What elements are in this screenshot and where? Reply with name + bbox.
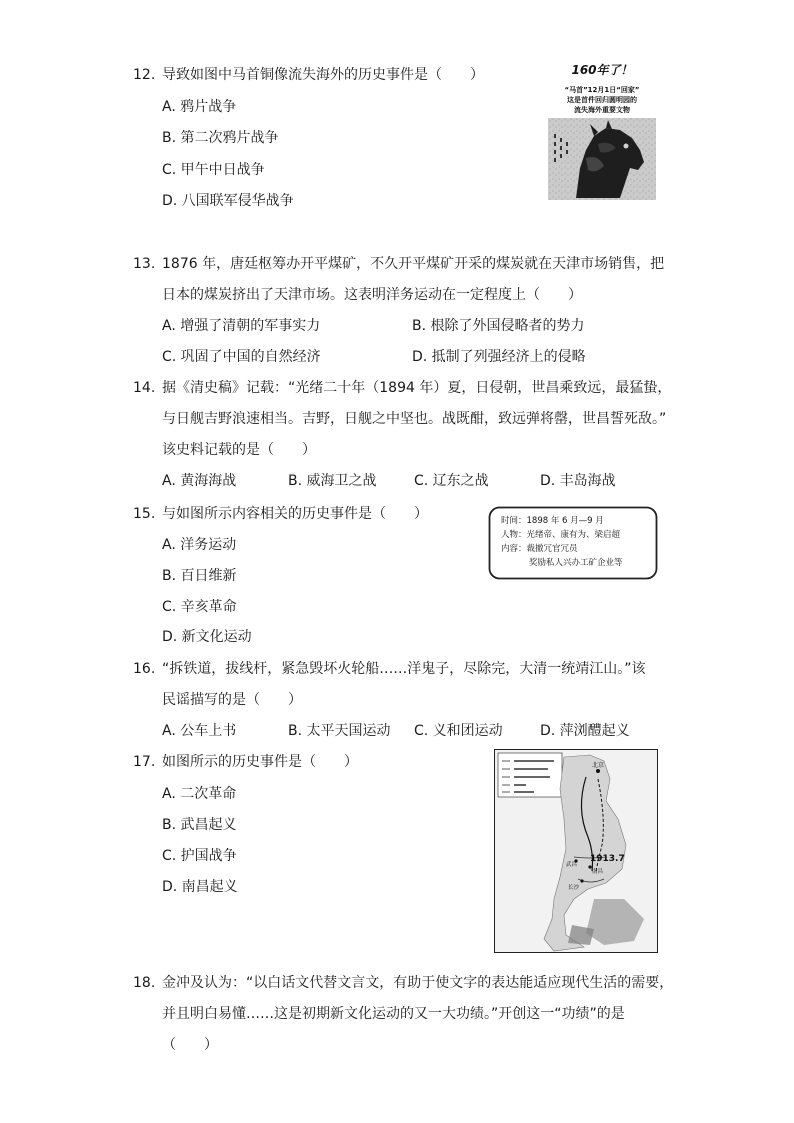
question-12-stem: 导致如图中马首铜像流失海外的历史事件是（ ） — [162, 67, 484, 83]
horse-figure-caption-1: “马首”12月1日“回家” — [564, 86, 640, 94]
map-label-nanchang: 南昌 — [592, 869, 604, 875]
map-date-label: 1913.7 — [590, 854, 625, 864]
question-17-stem: 如图所示的历史事件是（ ） — [162, 754, 358, 770]
map-label-changsha: 长沙 — [568, 885, 580, 891]
q13-option-c: C. 巩固了中国的自然经济 — [162, 349, 321, 365]
question-14-number: 14. — [133, 380, 156, 396]
q17-option-b: B. 武昌起义 — [162, 817, 237, 833]
question-13-stem-line-1: 1876 年，唐廷枢筹办开平煤矿，不久开平煤矿开采的煤炭就在天津市场销售，把 — [162, 256, 665, 272]
map-legend — [498, 753, 562, 797]
q15-option-b: B. 百日维新 — [162, 568, 237, 584]
q16-option-d: D. 萍浏醴起义 — [540, 723, 630, 739]
horse-figure-caption-2: 这是首件回归圆明园的 — [567, 96, 637, 104]
question-16-stem-line-1: “拆铁道，拔线杆，紧急毁坏火轮船……洋鬼子，尽除完，大清一统靖江山。”该 — [162, 661, 646, 677]
question-12-number: 12. — [133, 67, 156, 83]
question-18-stem-line-2: 并且明白易懂……这是初期新文化运动的又一大功绩。”开创这一“功绩”的是 — [162, 1006, 625, 1022]
question-17-number: 17. — [133, 754, 156, 770]
q13-option-a: A. 增强了清朝的军事实力 — [162, 318, 321, 334]
q14-option-c: C. 辽东之战 — [414, 473, 489, 489]
question-16-stem-line-2: 民谣描写的是（ ） — [162, 692, 302, 708]
question-16-number: 16. — [133, 661, 156, 677]
reform-card-content: 内容：裁撤冗官冗员 — [501, 544, 578, 554]
q16-option-c: C. 义和团运动 — [414, 723, 503, 739]
q15-option-d: D. 新文化运动 — [162, 629, 252, 645]
question-15-stem: 与如图所示内容相关的历史事件是（ ） — [162, 506, 428, 522]
horse-figure-caption-3: 流失海外重要文物 — [574, 106, 630, 114]
q17-option-c: C. 护国战争 — [162, 848, 237, 864]
q15-option-a: A. 洋务运动 — [162, 537, 237, 553]
question-18-number: 18. — [133, 975, 156, 991]
q13-option-b: B. 根除了外国侵略者的势力 — [412, 318, 585, 334]
q12-option-c: C. 甲午中日战争 — [162, 162, 265, 178]
hundred-days-reform-card — [488, 506, 658, 580]
q13-option-d: D. 抵制了列强经济上的侵略 — [412, 349, 586, 365]
question-18-stem-line-3: （ ） — [162, 1037, 218, 1053]
q14-option-a: A. 黄海海战 — [162, 473, 237, 489]
question-13-stem-line-2: 日本的煤炭挤出了天津市场。这表明洋务运动在一定程度上（ ） — [162, 287, 582, 303]
map-label-beijing: 北京 — [592, 762, 605, 769]
question-13-number: 13. — [133, 256, 156, 272]
q16-option-b: B. 太平天国运动 — [288, 723, 391, 739]
q12-option-b: B. 第二次鸦片战争 — [162, 130, 279, 146]
question-14-stem-line-2: 与日舰吉野浪速相当。吉野，日舰之中坚也。战既酣，致远弹将罄，世昌誓死敌。” — [162, 411, 667, 427]
horse-figure-title: 160年了！ — [571, 63, 633, 77]
q16-option-a: A. 公车上书 — [162, 723, 237, 739]
q17-option-d: D. 南昌起义 — [162, 879, 238, 895]
question-18-stem-line-1: 金冲及认为：“以白话文代替文言文，有助于使文字的表达能适应现代生活的需要， — [162, 975, 674, 991]
map-label-wuchang: 武昌 — [566, 862, 578, 868]
question-14-stem-line-3: 该史料记载的是（ ） — [162, 442, 316, 458]
second-revolution-map — [494, 749, 658, 953]
q12-option-d: D. 八国联军侵华战争 — [162, 193, 294, 209]
q15-option-c: C. 辛亥革命 — [162, 599, 237, 615]
q12-option-a: A. 鸦片战争 — [162, 99, 237, 115]
question-14-stem-line-1: 据《清史稿》记载：“光绪二十年（1894 年）夏，日侵朝，世昌乘致远，最猛蛰， — [162, 380, 672, 396]
q14-option-b: B. 威海卫之战 — [288, 473, 377, 489]
reform-card-time: 时间：1898 年 6 月—9 月 — [501, 516, 604, 526]
q14-option-d: D. 丰岛海战 — [540, 473, 616, 489]
q17-option-a: A. 二次革命 — [162, 786, 237, 802]
reform-card-people: 人物：光绪帝、康有为、梁启超 — [501, 530, 621, 540]
horse-head-figure — [546, 58, 658, 200]
question-15-number: 15. — [133, 506, 156, 522]
reform-card-content-2: 奖励私人兴办工矿企业等 — [529, 558, 623, 568]
